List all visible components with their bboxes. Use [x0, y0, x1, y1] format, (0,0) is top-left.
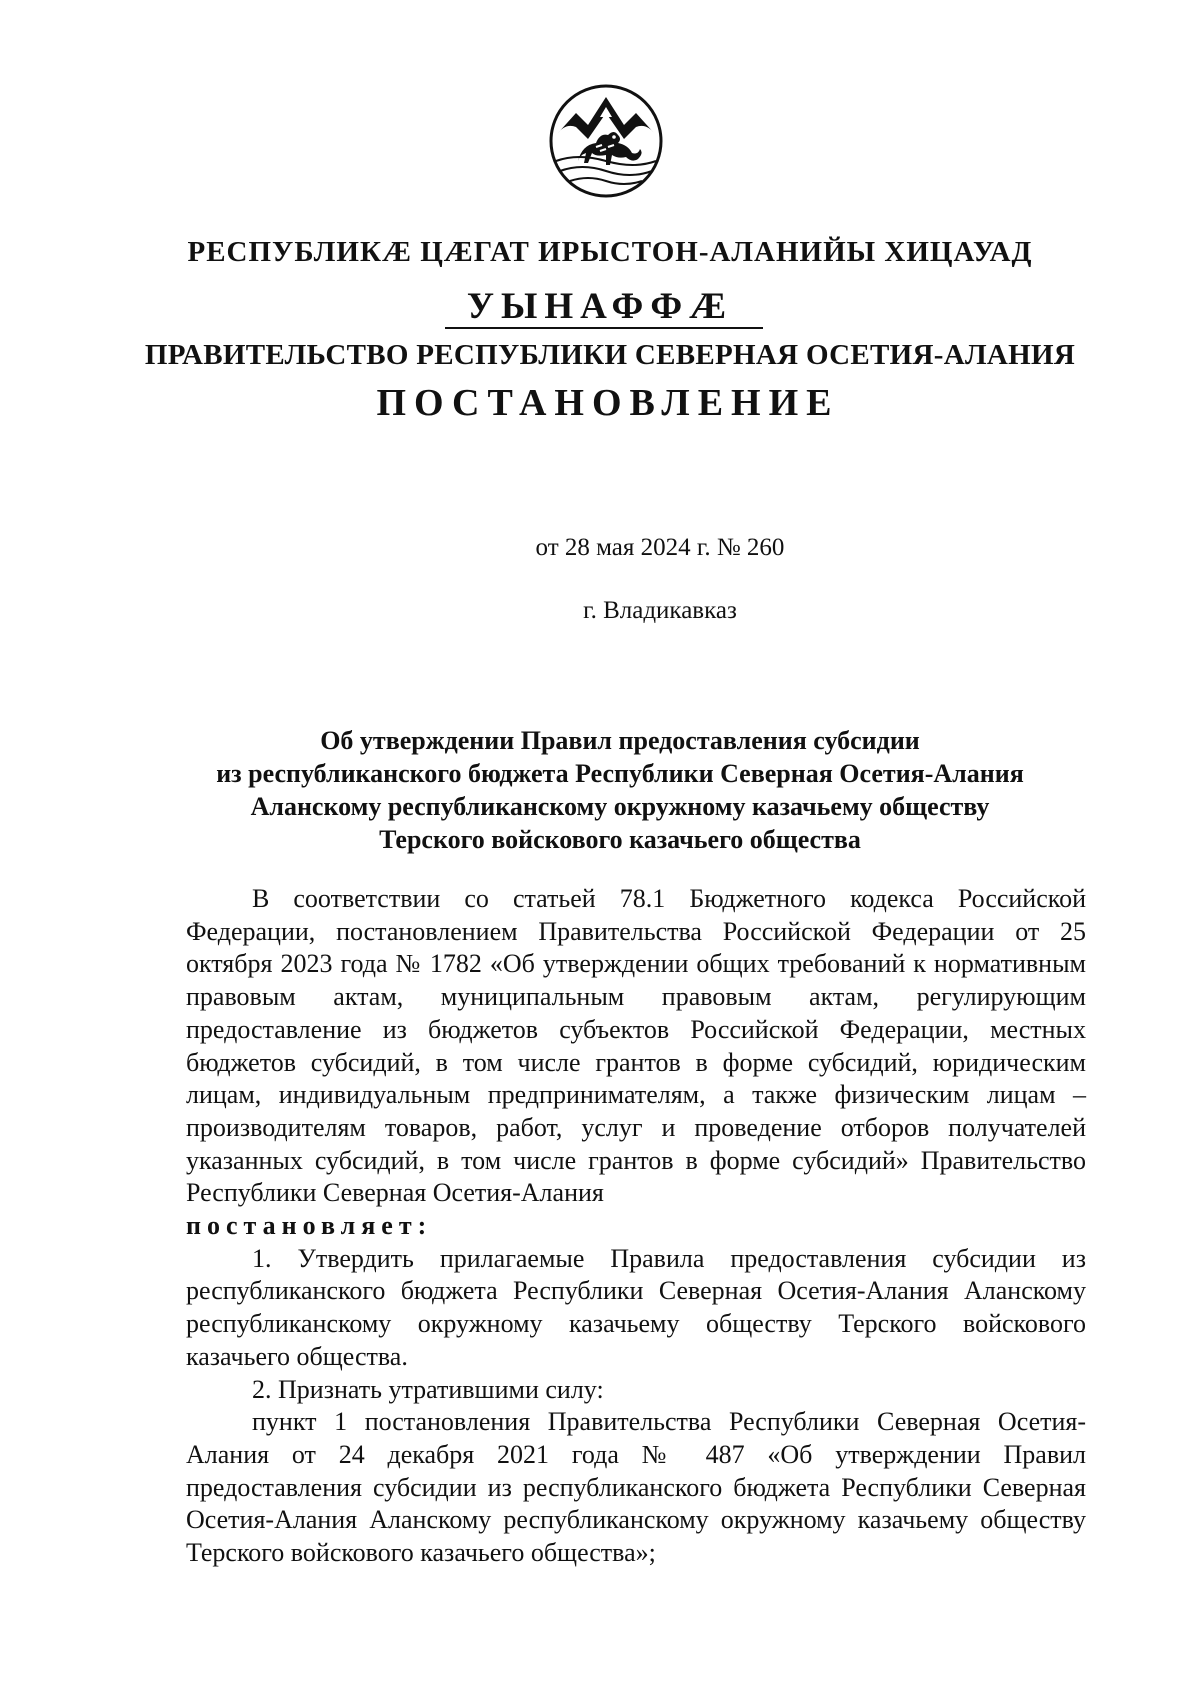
decree-city: г. Владикавказ: [583, 597, 737, 624]
decree-date-number: от 28 мая 2024 г. № 260: [535, 534, 785, 561]
document-title-line: Об утверждении Правил предоставления субсидии: [320, 726, 920, 755]
decree-label-russian: ПОСТАНОВЛЕНИЕ: [376, 382, 840, 424]
government-title-russian: ПРАВИТЕЛЬСТВО РЕСПУБЛИКИ СЕВЕРНАЯ ОСЕТИЯ-АЛАНИЯ: [144, 339, 1076, 371]
government-title-ossetian: РЕСПУБЛИКÆ ЦÆГАТ ИРЫСТОН-АЛАНИЙЫ ХИЦАУАД: [187, 236, 1033, 268]
item-1-paragraph: 1. Утвердить прилагаемые Правила предоставления субсидии из республиканского бюджета Республики Северная Осетия-Алания Аланскому республиканскому окружному казачьему обществу Терского войскового казачьего общества.: [186, 1243, 1086, 1371]
item-2-paragraph: 2. Признать утратившими силу:: [252, 1374, 604, 1404]
preamble-paragraph: В соответствии со статьей 78.1 Бюджетного кодекса Российской Федерации, постановлением Правительства Российской Федерации от 25 октября 2023 года № 1782 «Об утверждении общих требований к нормативным правовым актам, муниципальным правовым актам, регулирующим предоставление из бюджетов субъектов Российской Федерации, местных бюджетов субсидий, в том числе грантов в форме субсидий, юридическим лицам, индивидуальным предпринимателям, а также физическим лицам – производителям товаров, работ, услуг и проведение отборов получателей указанных субсидий, в том числе грантов в форме субсидий» Правительство Республики Северная Осетия-Алания: [186, 884, 1086, 1208]
document-title: [150, 724, 1090, 856]
document-title-line: Терского войскового казачьего общества: [379, 825, 861, 854]
header-divider: [445, 327, 763, 329]
resolves-keyword: постановляет:: [186, 1211, 433, 1241]
item-2-subpoint-paragraph: пункт 1 постановления Правительства Республики Северная Осетия-Алания от 24 декабря 2021 года № 487 «Об утверждении Правил предоставления субсидии из республиканского бюджета Республики Северная Осетия-Алания Аланскому республиканскому окружному казачьему обществу Терского войскового казачьего общества»;: [186, 1407, 1086, 1568]
document-title-line: Аланскому республиканскому окружному казачьему обществу: [250, 792, 990, 821]
coat-of-arms-leopard-icon: [548, 83, 664, 199]
document-body: [186, 883, 1086, 1570]
decree-label-ossetian: УЫНАФФÆ: [466, 286, 734, 327]
document-title-line: из республиканского бюджета Республики Северная Осетия-Алания: [216, 759, 1024, 788]
